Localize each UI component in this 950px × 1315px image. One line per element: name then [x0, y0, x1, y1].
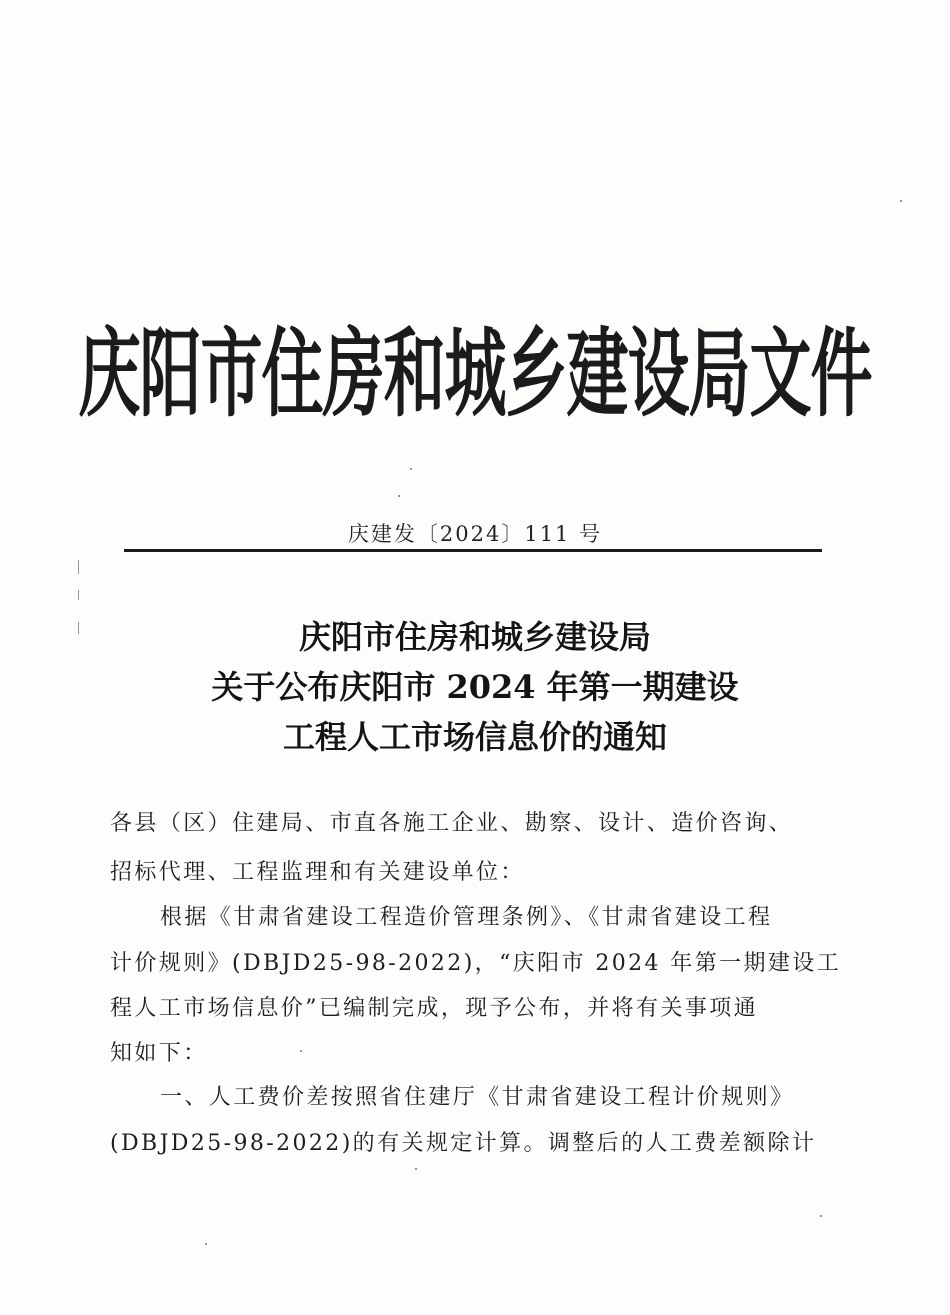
- body-paragraph-line-4: 知如下：: [110, 1041, 208, 1066]
- body-paragraph-line-3: 程人工市场信息价”已编制完成，现予公布，并将有关事项通: [110, 996, 759, 1021]
- scan-speck: [410, 468, 412, 470]
- scan-speck: [398, 495, 400, 497]
- scan-mark: [78, 590, 79, 600]
- body-item-line-1: 一、人工费价差按照省住建厅《甘肃省建设工程计价规则》: [160, 1085, 795, 1110]
- scan-speck: [900, 200, 902, 202]
- notice-title-line-3: 工程人工市场信息价的通知: [282, 718, 667, 756]
- notice-title-line-2: 关于公布庆阳市 2024 年第一期建设: [211, 668, 739, 706]
- scan-mark: [78, 560, 79, 574]
- scan-mark: [78, 622, 79, 634]
- scan-speck: [415, 1168, 417, 1170]
- letterhead-title: 庆阳市住房和城乡建设局文件: [78, 316, 872, 430]
- body-addressee-line-1: 各县（区）住建局、市直各施工企业、勘察、设计、造价咨询、: [110, 811, 794, 836]
- scan-speck: [820, 1215, 822, 1217]
- scan-speck: [300, 1050, 302, 1052]
- body-addressee-line-2: 招标代理、工程监理和有关建设单位：: [110, 860, 525, 885]
- body-paragraph-line-2: 计价规则》(DBJD25-98-2022)，“庆阳市 2024 年第一期建设工: [110, 951, 842, 976]
- body-item-line-2: (DBJD25-98-2022)的有关规定计算。调整后的人工费差额除计: [110, 1131, 817, 1156]
- scan-speck: [205, 1243, 207, 1245]
- notice-title-line-1: 庆阳市住房和城乡建设局: [298, 618, 651, 656]
- header-rule: [124, 549, 822, 552]
- document-number: 庆建发〔2024〕111 号: [347, 522, 603, 546]
- body-paragraph-line-1: 根据《甘肃省建设工程造价管理条例》、《甘肃省建设工程: [160, 905, 773, 930]
